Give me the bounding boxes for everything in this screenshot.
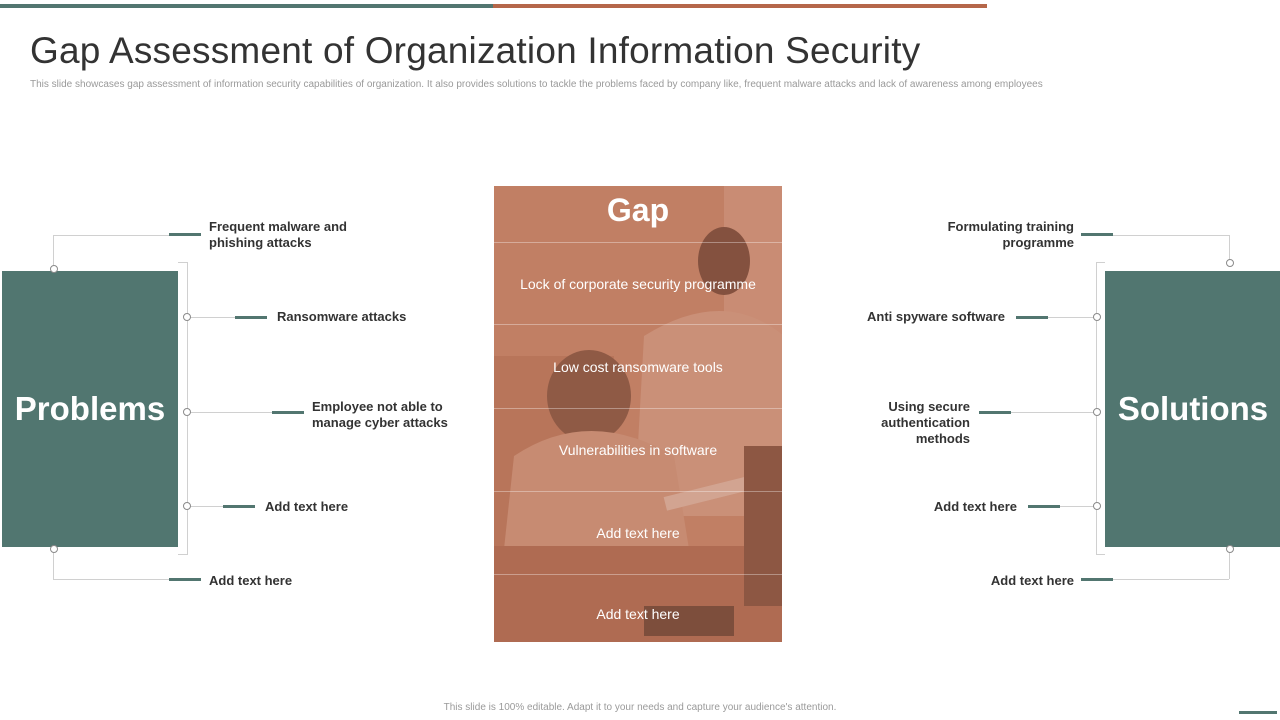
problems-connector (178, 262, 187, 263)
gap-divider (494, 574, 782, 575)
problem-item-4: Add text here (265, 499, 349, 514)
solutions-connector (1047, 317, 1096, 318)
problems-connector (53, 551, 54, 579)
connector-dot (1093, 408, 1101, 416)
solution-dash (979, 411, 1011, 414)
problems-connector (53, 235, 54, 269)
solutions-connector (1096, 262, 1105, 263)
connector-dot (183, 313, 191, 321)
problem-dash (235, 316, 267, 319)
problem-item-5: Add text here (209, 573, 293, 588)
problem-dash (272, 411, 304, 414)
solution-dash (1028, 505, 1060, 508)
slide-subtitle: This slide showcases gap assessment of information security capabilities of organization. It also provides solutions to tackle the problems faced by company like, frequent malware attacks and lack of awareness among employees (30, 79, 1043, 90)
top-accent-bar-teal (0, 4, 493, 8)
problem-item-1: Frequent malware and phishing attacks (209, 219, 347, 250)
problem-dash (223, 505, 255, 508)
problems-connector (187, 412, 272, 413)
connector-dot (1226, 259, 1234, 267)
solutions-connector (1010, 412, 1096, 413)
problem-item-2: Ransomware attacks (277, 309, 407, 324)
gap-panel (494, 186, 782, 642)
connector-dot (183, 502, 191, 510)
gap-item-4: Add text here (596, 525, 680, 541)
problems-connector (53, 235, 171, 236)
gap-item-5: Add text here (596, 606, 680, 622)
solution-item-1: Formulating training programme (947, 219, 1074, 250)
problem-dash (169, 578, 201, 581)
solutions-box: Solutions (1105, 271, 1280, 547)
gap-item-1: Lock of corporate security programme (520, 276, 756, 292)
gap-divider (494, 324, 782, 325)
problems-connector (187, 506, 223, 507)
solution-dash (1016, 316, 1048, 319)
problems-connector (53, 579, 171, 580)
problem-item-3: Employee not able to manage cyber attacks (312, 399, 448, 430)
gap-title: Gap (606, 192, 670, 228)
problems-box: Problems (2, 271, 178, 547)
top-accent-bar-rust (493, 4, 987, 8)
gap-divider (494, 491, 782, 492)
solution-item-4: Add text here (933, 499, 1017, 514)
slide-title: Gap Assessment of Organization Information Security (30, 30, 921, 71)
solutions-connector (1111, 235, 1229, 236)
connector-dot (1093, 502, 1101, 510)
gap-divider (494, 242, 782, 243)
solutions-connector (1111, 579, 1229, 580)
gap-item-2: Low cost ransomware tools (553, 359, 723, 375)
connector-dot (50, 545, 58, 553)
problems-connector (187, 317, 235, 318)
solution-item-2: Anti spyware software (867, 309, 1005, 324)
solution-dash (1081, 233, 1113, 236)
slide-footer: This slide is 100% editable. Adapt it to your needs and capture your audience's attention. (443, 702, 837, 713)
connector-dot (50, 265, 58, 273)
solution-item-3: Using secure authentication methods (881, 399, 970, 446)
problem-dash (169, 233, 201, 236)
solution-dash (1081, 578, 1113, 581)
problems-connector (178, 554, 188, 555)
solutions-connector (1059, 506, 1096, 507)
connector-dot (183, 408, 191, 416)
gap-item-3: Vulnerabilities in software (558, 442, 718, 458)
corner-accent (1239, 711, 1277, 714)
connector-dot (1226, 545, 1234, 553)
gap-divider (494, 408, 782, 409)
solutions-connector (1229, 551, 1230, 579)
solutions-connector (1096, 554, 1105, 555)
connector-dot (1093, 313, 1101, 321)
solution-item-5: Add text here (990, 573, 1074, 588)
